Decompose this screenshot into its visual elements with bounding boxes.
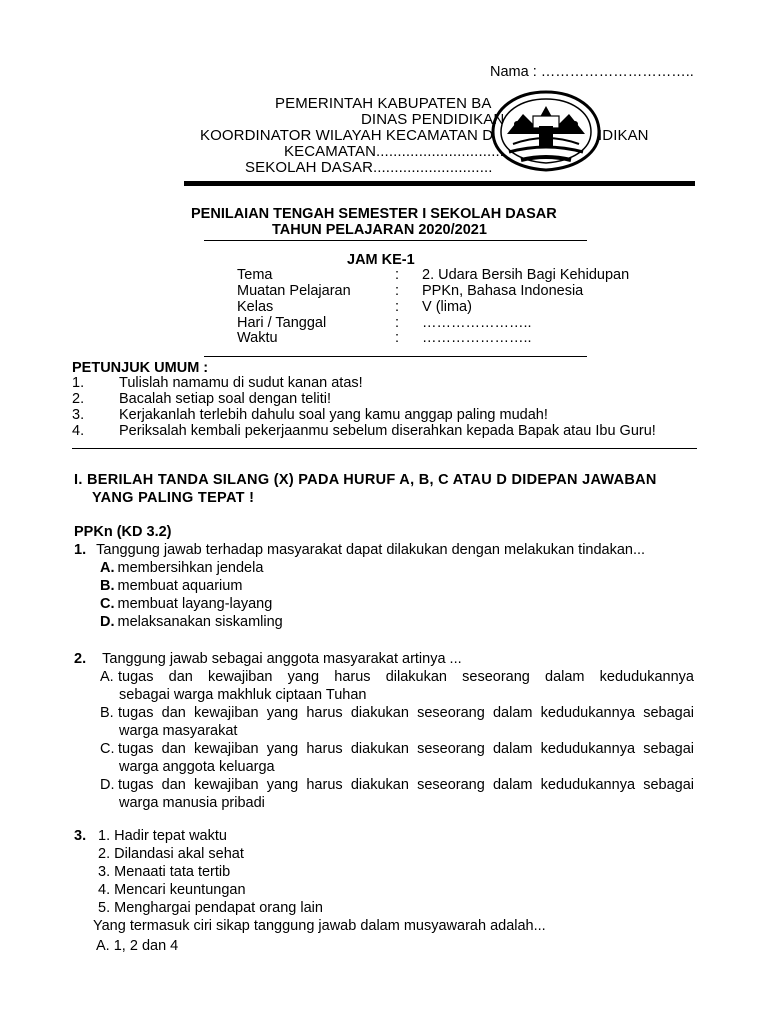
subject-label: PPKn (KD 3.2): [74, 524, 172, 540]
option-d[interactable]: D. melaksanakan siskamling: [100, 614, 283, 630]
student-name-line: Nama : …………………………..: [490, 64, 694, 80]
list-item: 1. Hadir tepat waktu: [98, 828, 227, 844]
meta-class: Kelas : V (lima): [237, 299, 472, 315]
question-text: Tanggung jawab sebagai anggota masyarakat artinya ...: [102, 651, 462, 667]
section-heading-cont: YANG PALING TEPAT !: [92, 490, 255, 506]
meta-theme: Tema : 2. Udara Bersih Bagi Kehidupan: [237, 267, 630, 283]
question-number: 3.: [74, 828, 87, 844]
exam-title: PENILAIAN TENGAH SEMESTER I SEKOLAH DASAR: [191, 206, 557, 222]
meta-time: Waktu : …………………..: [237, 330, 532, 346]
list-item: 5. Menghargai pendapat orang lain: [98, 900, 323, 916]
header-district: KECAMATAN..............................: [284, 143, 505, 160]
meta-date: Hari / Tanggal : …………………..: [237, 315, 532, 331]
question-number: 2.: [74, 651, 87, 667]
question-1: [74, 541, 645, 559]
meta-underline: [204, 356, 587, 357]
header-school: SEKOLAH DASAR............................: [245, 159, 493, 176]
option-c[interactable]: C. membuat layang-layang: [100, 596, 273, 612]
regency-emblem-icon: [487, 88, 605, 174]
instruction-item: 1. Tulislah namamu di sudut kanan atas!: [72, 375, 363, 391]
header-government: PEMERINTAH KABUPATEN BA: [275, 95, 492, 112]
option-b[interactable]: B. membuat aquarium: [100, 578, 243, 594]
question-text: Yang termasuk ciri sikap tanggung jawab dalam musyawarah adalah...: [93, 918, 546, 934]
list-item: 3. Menaati tata tertib: [98, 864, 231, 880]
section-heading: I. BERILAH TANDA SILANG (X) PADA HURUF A, B, C ATAU D DIDEPAN JAWABAN: [74, 472, 657, 488]
instruction-item: 3. Kerjakanlah terlebih dahulu soal yang kamu anggap paling mudah!: [72, 407, 548, 423]
header-agency: DINAS PENDIDIKAN: [361, 111, 505, 128]
instructions-title: PETUNJUK UMUM :: [72, 360, 209, 376]
question-number: 1.: [74, 542, 87, 558]
instructions-divider: [72, 448, 697, 449]
instruction-item: 2. Bacalah setiap soal dengan teliti!: [72, 391, 332, 407]
instruction-item: 4. Periksalah kembali pekerjaanmu sebelum diserahkan kepada Bapak atau Ibu Guru!: [72, 423, 656, 439]
header-divider: [184, 181, 695, 186]
meta-subject: Muatan Pelajaran : PPKn, Bahasa Indonesia: [237, 283, 584, 299]
exam-session: JAM KE-1: [347, 252, 415, 268]
option-a[interactable]: A. membersihkan jendela: [100, 560, 264, 576]
header-coordinator: KOORDINATOR WILAYAH KECAMATAN D: [200, 127, 494, 144]
question-2: [74, 650, 462, 668]
exam-year: TAHUN PELAJARAN 2020/2021: [272, 222, 487, 238]
option-a[interactable]: A. 1, 2 dan 4: [96, 938, 179, 954]
list-item: 2. Dilandasi akal sehat: [98, 846, 244, 862]
question-text: Tanggung jawab terhadap masyarakat dapat dilakukan dengan melakukan tindakan...: [96, 542, 646, 558]
header-coordinator-suffix: IDIKAN: [598, 127, 649, 144]
title-underline: [204, 240, 587, 241]
list-item: 4. Mencari keuntungan: [98, 882, 246, 898]
